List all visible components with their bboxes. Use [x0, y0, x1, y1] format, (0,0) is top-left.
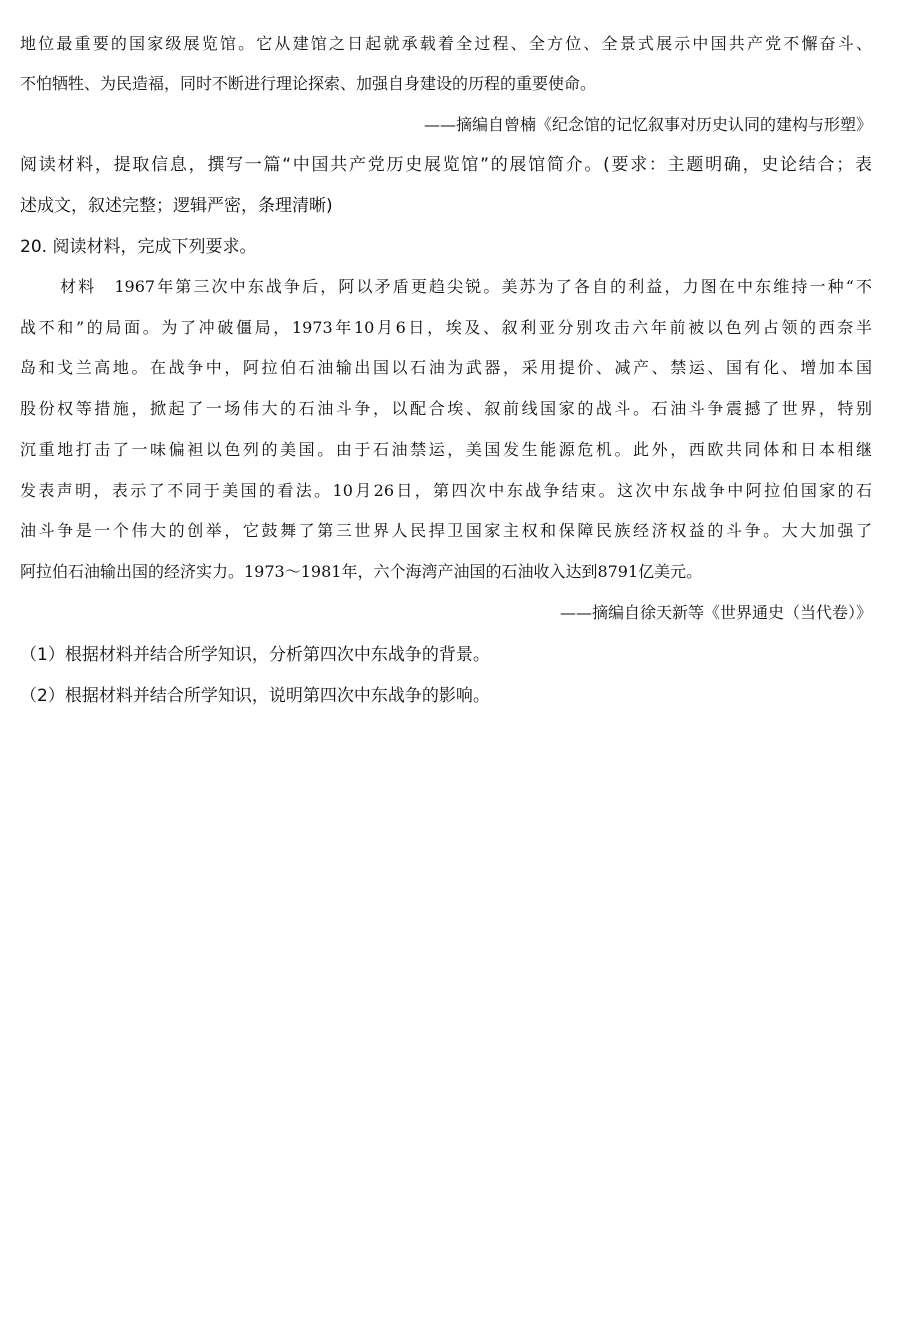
prev-material-line-2: 不怕牺牲、为民造福，同时不断进行理论探索、加强自身建设的历程的重要使命。 [20, 74, 597, 93]
q20-sub-question-1: （1）根据材料并结合所学知识，分析第四次中东战争的背景。 [20, 645, 490, 665]
q19-instruction-line-2: 述成文，叙述完整；逻辑严密，条理清晰) [20, 196, 333, 216]
q20-material-line-6: 发表声明，表示了不同于美国的看法。10月26日，第四次中东战争结束。这次中东战争中阿拉伯国家的石 [20, 481, 872, 500]
q20-material-line-7: 油斗争是一个伟大的创举，它鼓舞了第三世界人民捍卫国家主权和保障民族经济权益的斗争。大大加强了 [20, 521, 872, 540]
q20-material-line-8: 阿拉伯石油输出国的经济实力。1973～1981年，六个海湾产油国的石油收入达到8791亿美元。 [20, 562, 703, 581]
prev-material-source: ——摘编自曾楠《纪念馆的记忆叙事对历史认同的建构与形塑》 [423, 115, 872, 134]
q20-sub-question-2: （2）根据材料并结合所学知识，说明第四次中东战争的影响。 [20, 686, 490, 706]
prev-material-line-1: 地位最重要的国家级展览馆。它从建馆之日起就承载着全过程、全方位、全景式展示中国共产党不懈奋斗、 [20, 34, 872, 53]
q20-material-line-2: 战不和”的局面。为了冲破僵局，1973年10月6日，埃及、叙利亚分别攻击六年前被以色列占领的西奈半 [20, 318, 872, 337]
q20-material-line-1: 材料 1967年第三次中东战争后，阿以矛盾更趋尖锐。美苏为了各自的利益，力图在中东维持一种“不 [60, 277, 872, 296]
q20-heading: 20. 阅读材料，完成下列要求。 [20, 237, 257, 257]
q20-material-line-4: 股份权等措施，掀起了一场伟大的石油斗争，以配合埃、叙前线国家的战斗。石油斗争震撼了世界，特别 [20, 399, 872, 418]
q20-material-line-5: 沉重地打击了一味偏袒以色列的美国。由于石油禁运，美国发生能源危机。此外，西欧共同体和日本相继 [20, 440, 872, 459]
q20-material-source: ——摘编自徐天新等《世界通史（当代卷）》 [559, 603, 872, 622]
q19-instruction-line-1: 阅读材料，提取信息，撰写一篇“中国共产党历史展览馆”的展馆简介。(要求：主题明确，史论结合；表 [20, 155, 872, 175]
q20-material-line-3: 岛和戈兰高地。在战争中，阿拉伯石油输出国以石油为武器，采用提价、减产、禁运、国有化、增加本国 [20, 358, 872, 377]
